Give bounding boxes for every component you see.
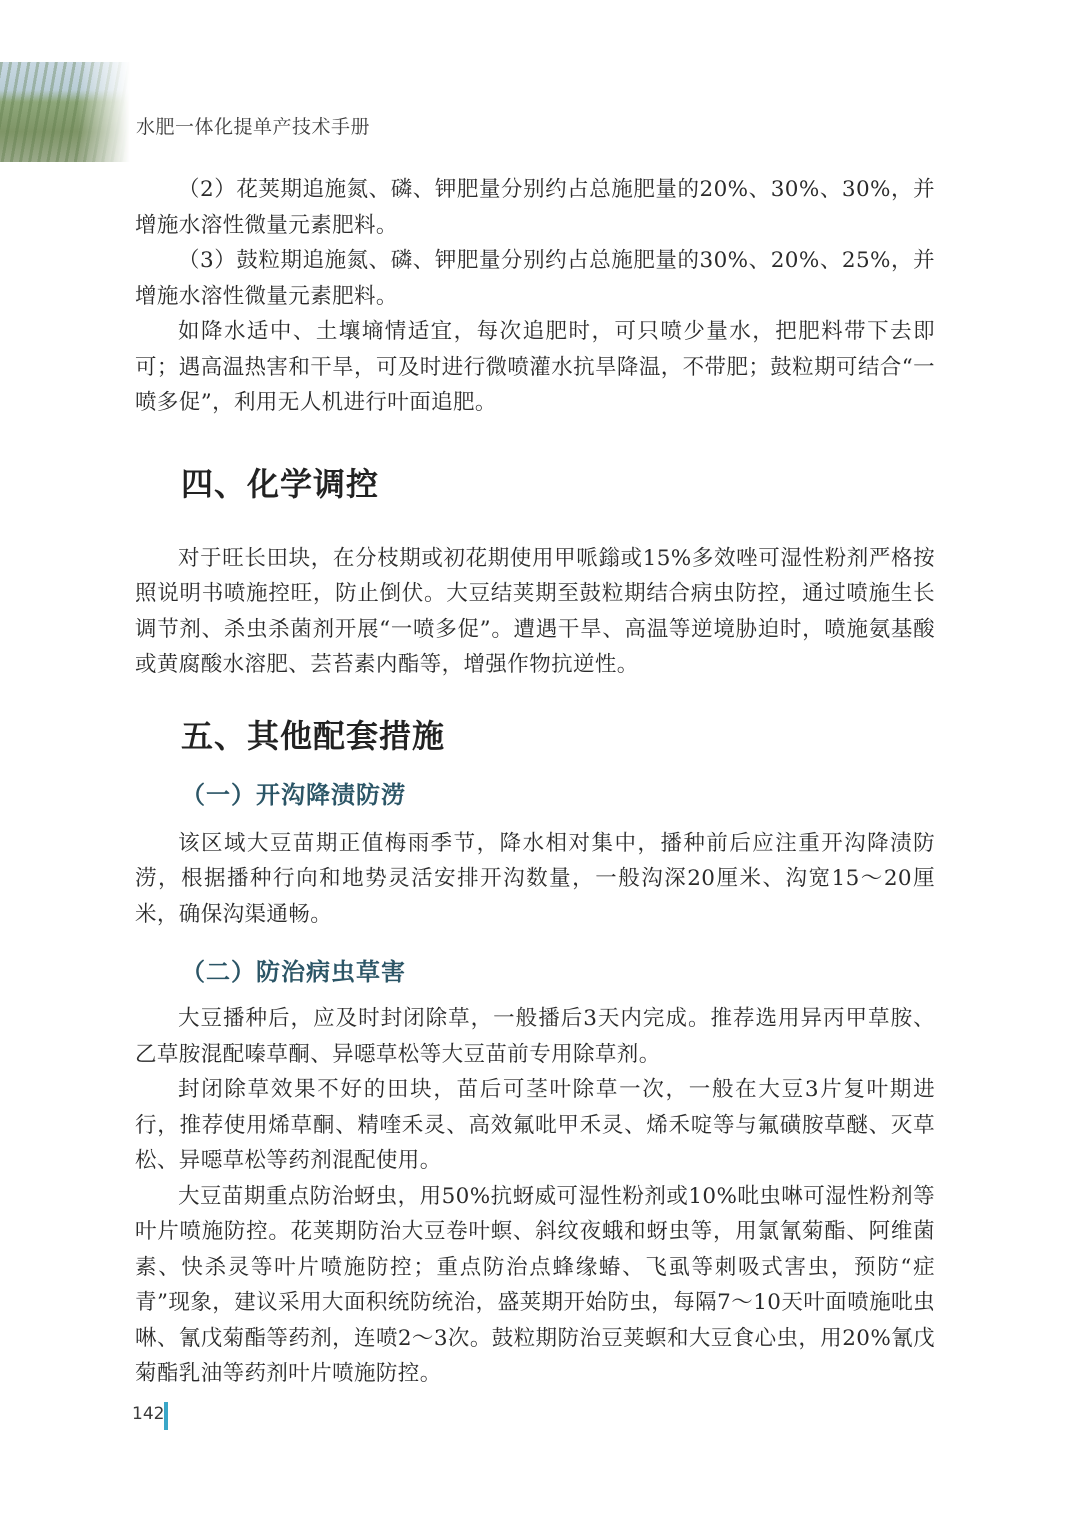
paragraph: 大豆播种后，应及时封闭除草，一般播后3天内完成。推荐选用异丙甲草胺、乙草胺混配嗪草酮、异噁草松等大豆苗前专用除草剂。 — [135, 1006, 935, 1067]
page-number: 142 — [132, 1404, 165, 1424]
paragraph: 封闭除草效果不好的田块，苗后可茎叶除草一次，一般在大豆3片复叶期进行，推荐使用烯草酮、精喹禾灵、高效氟吡甲禾灵、烯禾啶等与氟磺胺草醚、灭草松、异噁草松等药剂混配使用。 — [135, 1077, 935, 1173]
paragraph: （3）鼓粒期追施氮、磷、钾肥量分别约占总施肥量的30%、20%、25%，并增施水溶性微量元素肥料。 — [135, 248, 935, 309]
page-number-accent-bar — [164, 1402, 168, 1430]
paragraph: 如降水适中、土壤墒情适宜，每次追肥时，可只喷少量水，把肥料带下去即可；遇高温热害和干旱，可及时进行微喷灌水抗旱降温，不带肥；鼓粒期可结合“一喷多促”，利用无人机进行叶面追肥。 — [135, 319, 935, 415]
running-head-title: 水肥一体化提单产技术手册 — [136, 116, 371, 138]
subsection-heading: （一）开沟降渍防涝 — [181, 780, 406, 809]
paragraph: 对于旺长田块，在分枝期或初花期使用甲哌鎓或15%多效唑可湿性粉剂严格按照说明书喷施控旺，防止倒伏。大豆结荚期至鼓粒期结合病虫防控，通过喷施生长调节剂、杀虫杀菌剂开展“一喷多促”。遭遇干旱、高温等逆境胁迫时，喷施氨基酸或黄腐酸水溶肥、芸苔素内酯等，增强作物抗逆性。 — [135, 545, 935, 677]
paragraph: （2）花荚期追施氮、磷、钾肥量分别约占总施肥量的20%、30%、30%，并增施水溶性微量元素肥料。 — [135, 177, 935, 238]
header-field-photo — [0, 62, 130, 162]
section-heading: 四、化学调控 — [181, 464, 380, 503]
paragraph: 大豆苗期重点防治蚜虫，用50%抗蚜威可湿性粉剂或10%吡虫啉可湿性粉剂等叶片喷施防控。花荚期防治大豆卷叶螟、斜纹夜蛾和蚜虫等，用氯氰菊酯、阿维菌素、快杀灵等叶片喷施防控；重点防治点蜂缘蝽、飞虱等刺吸式害虫，预防“症青”现象，建议采用大面积统防统治，盛荚期开始防虫，每隔7～10天叶面喷施吡虫啉、氰戊菊酯等药剂，连喷2～3次。鼓粒期防治豆荚螟和大豆食心虫，用20%氰戊菊酯乳油等药剂叶片喷施防控。 — [135, 1183, 935, 1386]
section-heading: 五、其他配套措施 — [181, 716, 446, 755]
paragraph: 该区域大豆苗期正值梅雨季节，降水相对集中，播种前后应注重开沟降渍防涝，根据播种行向和地势灵活安排开沟数量，一般沟深20厘米、沟宽15～20厘米，确保沟渠通畅。 — [135, 830, 935, 927]
subsection-heading: （二）防治病虫草害 — [181, 958, 406, 986]
page-body — [135, 172, 935, 1392]
